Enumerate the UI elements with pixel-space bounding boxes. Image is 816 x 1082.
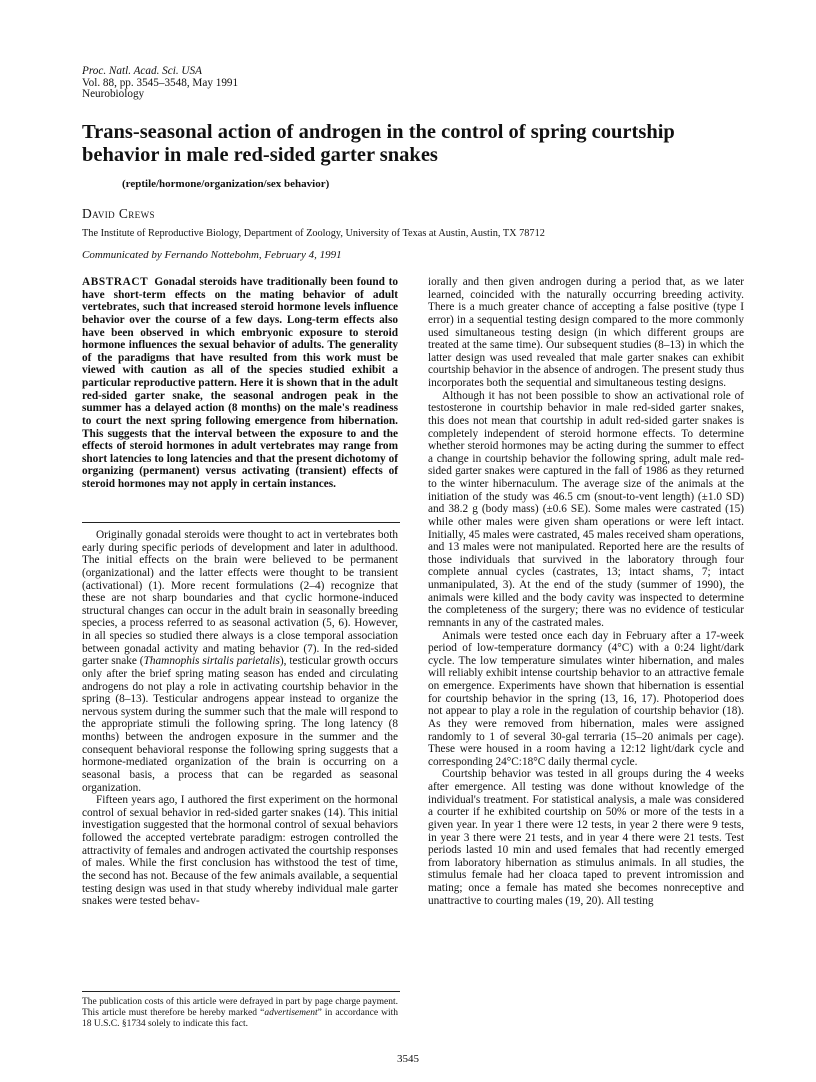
body-right-column — [428, 276, 744, 907]
body-paragraph: Courtship behavior was tested in all groups during the 4 weeks after emergence. All testing was done without knowledge of the individual's treatment. For statistical analysis, a male was considered a courter if he exhibited courtship on 50% or more of the tests in a given year. In year 1 there were 12 tests, in year 2 there were 9 tests, in year 3 there were 21 tests, and in year 4 there were 21 tests. Test periods lasted 10 min and used females that had recently emerged from laboratory hibernation as stimulus animals. In all studies, the stimulus female had her cloaca taped to prevent intromission and mating; once a female has mated she becomes nonreceptive and unattractive to courting males (19, 20). All testing — [428, 768, 744, 907]
body-left-column — [82, 529, 398, 908]
abstract-text: Gonadal steroids have traditionally been found to have short-term effects on the mating behavior of adult vertebrates, such that increased steroid hormone levels influence behavior over the course of a few days. Long-term effects also have been observed in which embryonic exposure to steroid hormone influences the sexual behavior of adults. The generality of the paradigms that have resulted from this work must be viewed with caution as all of the species studied exhibit a particular reproductive pattern. Here it is shown that in the adult red-sided garter snake, the seasonal androgen peak in the summer has a delayed action (8 months) on the male's readiness to court the next spring following emergence from hibernation. This suggests that the interval between the exposure to and the effects of steroid hormones in adult vertebrates may range from short latencies to long latencies and that the present dichotomy of organizing (permanent) versus activating (transient) effects of steroid hormones may not apply in certain instances. — [82, 276, 398, 490]
footnote: The publication costs of this article were defrayed in part by page charge payment. This article must therefore be hereby marked “advertisement” in accordance with 18 U.S.C. §1734 solely to indicate this fact. — [82, 997, 398, 1029]
body-paragraph: Animals were tested once each day in February after a 17-week period of low-temperature dormancy (4°C) with a 0:24 light/dark cycle. The low temperature simulates winter hibernation, and males will reliably exhibit intense courtship behavior to an attractive female on emergence. Experiments have shown that hibernation is essential for courtship behavior in the spring (13, 16, 17). Photoperiod does not appear to play a role in the regulation of courtship behavior (18). As they were removed from hibernation, males were assigned randomly to 1 of several 30-gal terraria (15–20 animals per cage). These were housed in a room having a 12:12 light/dark cycle and corresponding 24°C:18°C daily thermal cycle. — [428, 629, 744, 768]
body-paragraph: iorally and then given androgen during a period that, as we later learned, coincided with the naturally occurring breeding activity. There is a much greater chance of accepting a false positive (type I error) in a sequential testing design compared to the more commonly used simultaneous testing design (in which different groups are treated at the same time). Our subsequent studies (8–13) in which the latter design was used revealed that male garter snakes can exhibit courtship behavior in the absence of androgen. The present study thus incorporates both the sequential and simultaneous testing designs. — [428, 276, 744, 389]
volume-info: Vol. 88, pp. 3545–3548, May 1991 — [82, 76, 239, 89]
article-title: Trans-seasonal action of androgen in the control of spring courtship behavior in male red-sided garter snakes — [82, 121, 675, 166]
abstract — [82, 276, 398, 491]
communicated-by: Communicated by Fernando Nottebohm, February 4, 1991 — [82, 249, 342, 261]
species-name: Thamnophis sirtalis parietalis — [143, 655, 280, 668]
abstract-heading: ABSTRACT — [82, 276, 149, 288]
affiliation: The Institute of Reproductive Biology, Department of Zoology, University of Texas at Austin, Austin, TX 78712 — [82, 228, 545, 239]
author-name: David Crews — [82, 206, 155, 221]
body-paragraph: Originally gonadal steroids were thought to act in vertebrates both early during specific periods of development and later in adulthood. The initial effects on the brain were believed to be permanent (organizational) and the latter effects were thought to be transient (activational) (1). More recent formulations (2–4) recognize that these are not sharp boundaries and that cyclic hormone-induced structural changes can occur in the adult brain in seasonally breeding species, a process referred to as seasonal activation (5, 6). However, in all species so studied there always is a close temporal association between gonadal activity and mating behavior (7). In the red-sided garter snake (Thamnophis sirtalis parietalis), testicular growth occurs only after the brief spring mating season has ended and circulating androgens do not play a role in activating courtship behavior in the spring (8–13). Testicular androgens appear instead to organize the nervous system during the summer such that the male will respond to the appropriate stimuli the following spring. The long latency (8 months) between the androgen exposure in the summer and the consequent behavioral response the following spring suggests that a hormone-mediated organization of the brain is occurring on a seasonal basis, a process that can be regarded as seasonal organization. — [82, 529, 398, 794]
keywords: (reptile/hormone/organization/sex behavior) — [122, 178, 330, 190]
body-paragraph: Fifteen years ago, I authored the first experiment on the hormonal control of sexual behavior in red-sided garter snakes (14). This initial investigation suggested that the hormonal control of sexual behaviors followed the accepted vertebrate paradigm: estrogen controlled the attractivity of females and androgen activated the courtship responses of males. While the first conclusion has withstood the test of time, the second has not. Because of the few animals available, a sequential testing design was used in that study whereby individual male garter snakes were tested behav- — [82, 794, 398, 908]
journal-header — [82, 66, 238, 101]
page-number: 3545 — [397, 1053, 419, 1065]
footnote-emphasis: advertisement — [264, 1008, 318, 1018]
footnote-divider — [82, 991, 400, 992]
abstract-divider — [82, 522, 400, 523]
body-paragraph: Although it has not been possible to show an activational role of testosterone in courtship behavior in male red-sided garter snakes, this does not mean that courtship in adult red-sided garter snakes is completely independent of steroid hormone effects. To determine whether steroid hormones may be acting during the summer to effect a change in courtship behavior the following spring, adult male red-sided garter snakes were captured in the fall of 1986 as they returned to the winter hibernaculum. The average size of the animals at the initiation of the study was 46.5 cm (snout-to-vent length) (±1.0 SD) and 38.2 g (body mass) (±0.6 SE). Some males were castrated (15) while other males were given sham operations or were left intact. Initially, 45 males were castrated, 45 males received sham operations, and 13 males were not manipulated. Reported here are the results of those individuals that survived in the laboratory through four complete annual cycles (castrates, 13; intact shams, 7; intact unmanipulated, 3). At the end of the study (summer of 1990), the animals were killed and the body cavity was inspected to determine the completeness of the surgery; there was no evidence of testicular remnants in any of the castrated males. — [428, 389, 744, 629]
section-name: Neurobiology — [82, 88, 145, 100]
journal-name: Proc. Natl. Acad. Sci. USA — [82, 65, 202, 77]
